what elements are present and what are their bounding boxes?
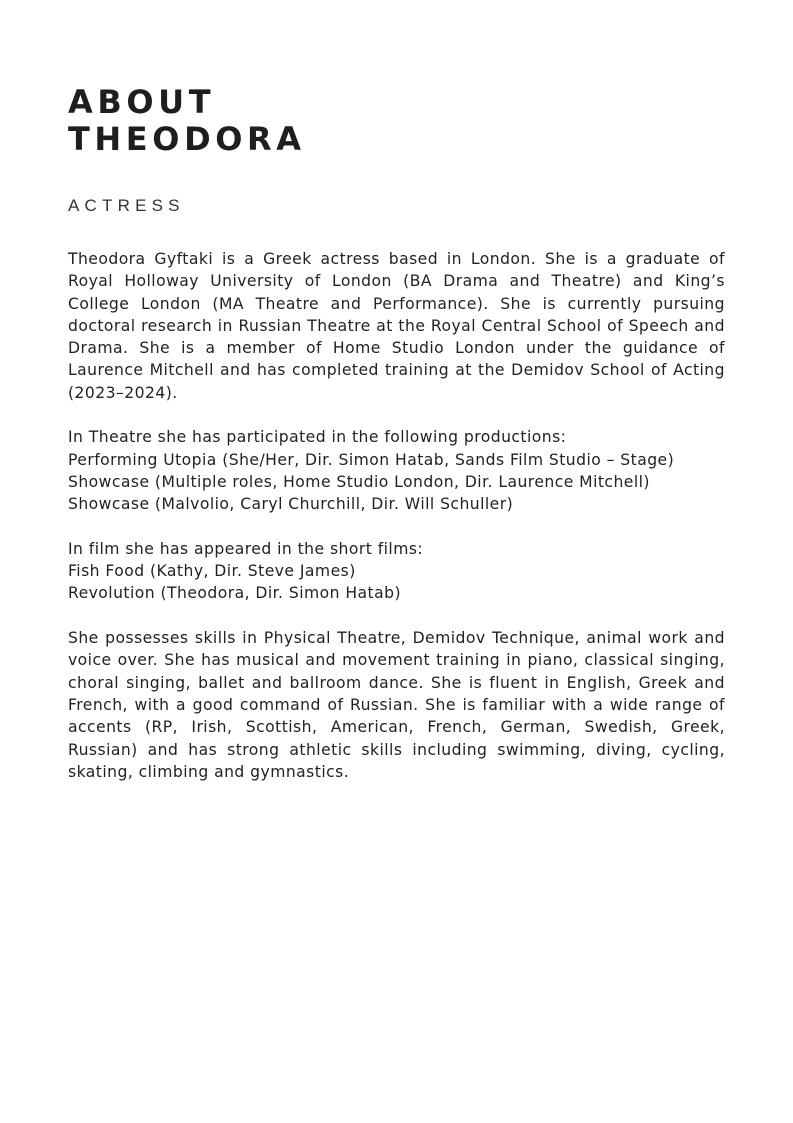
title-line-name: THEODORA: [68, 120, 306, 158]
film-heading: In film she has appeared in the short films:: [68, 539, 424, 558]
page-title: [68, 84, 725, 158]
about-page: [68, 84, 725, 783]
theatre-credit: Showcase (Malvolio, Caryl Churchill, Dir. Will Schuller): [68, 495, 514, 514]
bio-intro-paragraph: Theodora Gyftaki is a Greek actress based in London. She is a graduate of Royal Holloway University of London (BA Drama and Theatre) and King’s College London (MA Theatre and Performance). She is currently pursuing doctoral research in Russian Theatre at the Royal Central School of Speech and Drama. She is a member of Home Studio London under the guidance of Laurence Mitchell and has completed training at the Demidov School of Acting (2023–2024).: [68, 250, 725, 402]
theatre-section: [68, 426, 725, 515]
theatre-credit: Performing Utopia (She/Her, Dir. Simon Hatab, Sands Film Studio – Stage): [68, 450, 675, 469]
film-credit: Revolution (Theodora, Dir. Simon Hatab): [68, 584, 402, 603]
film-section: [68, 538, 725, 605]
title-line-about: ABOUT: [68, 83, 216, 121]
theatre-heading: In Theatre she has participated in the following productions:: [68, 428, 567, 447]
bio-body: [68, 248, 725, 783]
skills-paragraph: She possesses skills in Physical Theatre, Demidov Technique, animal work and voice over. She has musical and movement training in piano, classical singing, choral singing, ballet and ballroom dance. She is fluent in English, Greek and French, with a good command of Russian. She is familiar with a wide range of accents (RP, Irish, Scottish, American, French, German, Swedish, Greek, Russian) and has strong athletic skills including swimming, diving, cycling, skating, climbing and gymnastics.: [68, 629, 725, 781]
role-subtitle: ACTRESS: [68, 196, 185, 215]
film-credit: Fish Food (Kathy, Dir. Steve James): [68, 562, 356, 581]
theatre-credit: Showcase (Multiple roles, Home Studio London, Dir. Laurence Mitchell): [68, 472, 650, 491]
